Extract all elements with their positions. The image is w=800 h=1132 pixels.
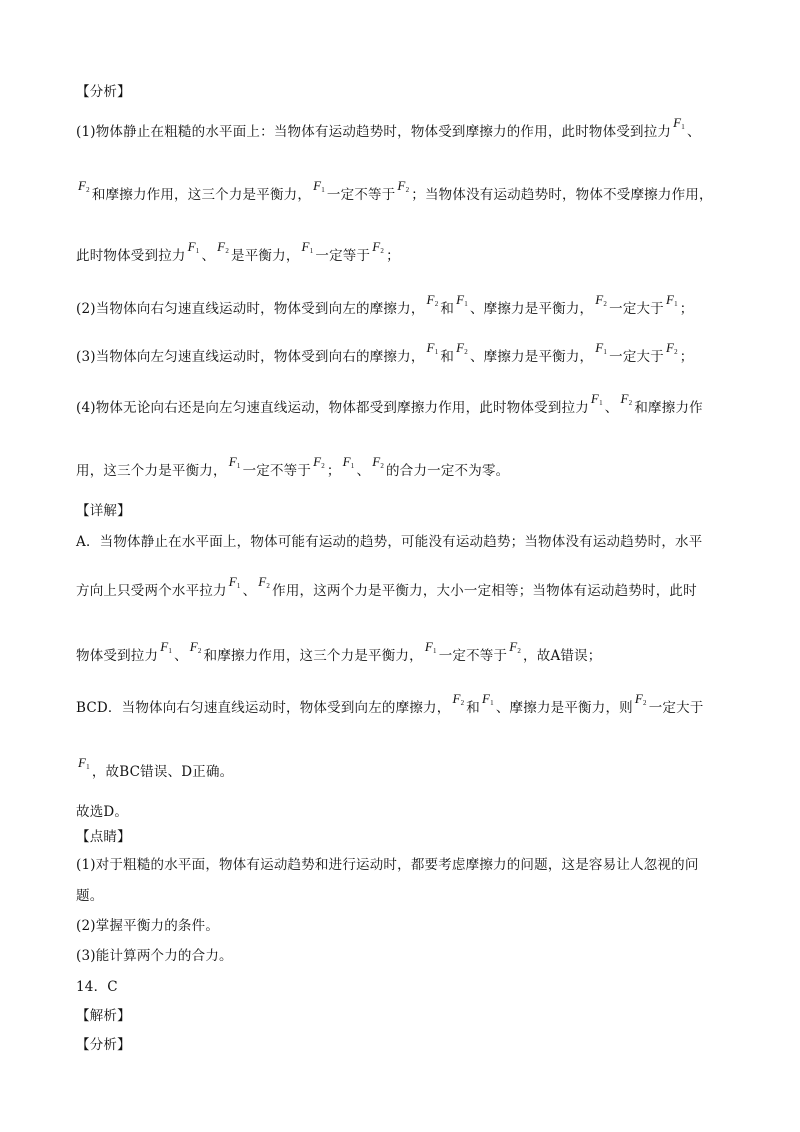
f1-symbol: $F_1$: [456, 292, 468, 308]
f1-symbol: $F_1$: [595, 340, 608, 356]
f2-symbol: $F_2$: [397, 178, 410, 194]
f2-symbol: $F_2$: [620, 391, 633, 407]
analysis-heading-2: 【分析】: [76, 1037, 131, 1053]
f2-symbol: $F_2$: [665, 340, 678, 356]
f1-symbol: $F_1$: [301, 239, 314, 255]
f1-symbol: $F_1$: [482, 691, 494, 707]
detail-line-6: 故选D。: [76, 804, 129, 820]
analysis-line-2: $F_2$ 和摩擦力作用，这三个力是平衡力，$F_1$ 一定不等于$F_2$ ；当物体没有运动趋势时，物体不受摩擦力作用，: [78, 178, 713, 203]
comment-line-4: (3)能计算两个力的合力。: [76, 948, 233, 964]
analysis-heading: 【分析】: [76, 84, 131, 100]
f1-symbol: $F_1$: [590, 391, 603, 407]
detail-line-2: 方向上只受两个水平拉力$F_1$ 、$F_2$ 作用，这两个力是平衡力，大小一定相等；当物体有运动趋势时，此时: [76, 574, 697, 599]
f2-symbol: $F_2$: [509, 639, 522, 655]
detail-line-1: A．当物体静止在水平面上，物体可能有运动的趋势，可能没有运动趋势；当物体没有运动趋势时，水平: [76, 534, 703, 550]
f1-symbol: $F_1$: [342, 454, 355, 470]
detail-line-3: 物体受到拉力$F_1$ 、$F_2$ 和摩擦力作用，这三个力是平衡力，$F_1$ 一定不等于$F_2$ ，故A错误；: [76, 639, 602, 664]
analysis-line-3: 此时物体受到拉力$F_1$ 、$F_2$ 是平衡力，$F_1$ 一定等于$F_2$ ；: [76, 239, 400, 264]
f2-symbol: $F_2$: [426, 292, 439, 308]
analysis-line-5: (3)当物体向左匀速直线运动时，物体受到向右的摩擦力，$F_1$ 和$F_2$ 、摩擦力是平衡力，$F_1$ 一定大于$F_2$ ；: [76, 340, 694, 365]
f2-symbol: $F_2$: [189, 639, 202, 655]
comment-heading: 【点睛】: [76, 829, 131, 845]
f1-symbol: $F_1$: [665, 292, 678, 308]
f2-symbol: $F_2$: [217, 239, 230, 255]
f2-symbol: $F_2$: [372, 454, 385, 470]
f1-symbol: $F_1$: [424, 639, 437, 655]
f2-symbol: $F_2$: [258, 574, 271, 590]
f2-symbol: $F_2$: [456, 340, 468, 356]
answer-line: 14．C: [76, 979, 118, 995]
f1-symbol: $F_1$: [78, 755, 90, 771]
f2-symbol: $F_2$: [452, 691, 465, 707]
comment-line-2: 题。: [76, 888, 104, 904]
analysis-line-7: 用，这三个力是平衡力，$F_1$ 一定不等于$F_2$ ；$F_1$ 、$F_2$ 的合力一定不为零。: [76, 454, 510, 479]
comment-line-1: (1)对于粗糙的水平面，物体有运动趋势和进行运动时，都要考虑摩擦力的问题，这是容易让人忽视的问: [76, 857, 699, 873]
f1-symbol: $F_1$: [187, 239, 200, 255]
detail-line-4: BCD．当物体向右匀速直线运动时，物体受到向左的摩擦力，$F_2$ 和$F_1$ 、摩擦力是平衡力，则$F_2$ 一定大于: [76, 691, 704, 716]
f2-symbol: $F_2$: [313, 454, 325, 470]
solution-heading: 【解析】: [76, 1008, 131, 1024]
f2-symbol: $F_2$: [372, 239, 385, 255]
f1-symbol: $F_1$: [313, 178, 325, 194]
f1-symbol: $F_1$: [673, 115, 685, 131]
detail-heading: 【详解】: [76, 503, 131, 519]
f1-symbol: $F_1$: [426, 340, 439, 356]
f2-symbol: $F_2$: [634, 691, 647, 707]
analysis-line-4: (2)当物体向右匀速直线运动时，物体受到向左的摩擦力，$F_2$ 和$F_1$ 、摩擦力是平衡力，$F_2$ 一定大于$F_1$ ；: [76, 292, 694, 317]
f2-symbol: $F_2$: [78, 178, 90, 194]
analysis-line-6: (4)物体无论向右还是向左匀速直线运动，物体都受到摩擦力作用，此时物体受到拉力$F_1$ 、$F_2$ 和摩擦力作: [76, 391, 703, 416]
f1-symbol: $F_1$: [228, 574, 241, 590]
f1-symbol: $F_1$: [228, 454, 241, 470]
f1-symbol: $F_1$: [160, 639, 173, 655]
analysis-line-1: (1)物体静止在粗糙的水平面上：当物体有运动趋势时，物体受到摩擦力的作用，此时物体受到拉力$F_1$ 、: [76, 115, 701, 140]
detail-line-5: $F_1$ ，故BC错误、D正确。: [78, 755, 234, 780]
f2-symbol: $F_2$: [595, 292, 608, 308]
comment-line-3: (2)掌握平衡力的条件。: [76, 918, 220, 934]
